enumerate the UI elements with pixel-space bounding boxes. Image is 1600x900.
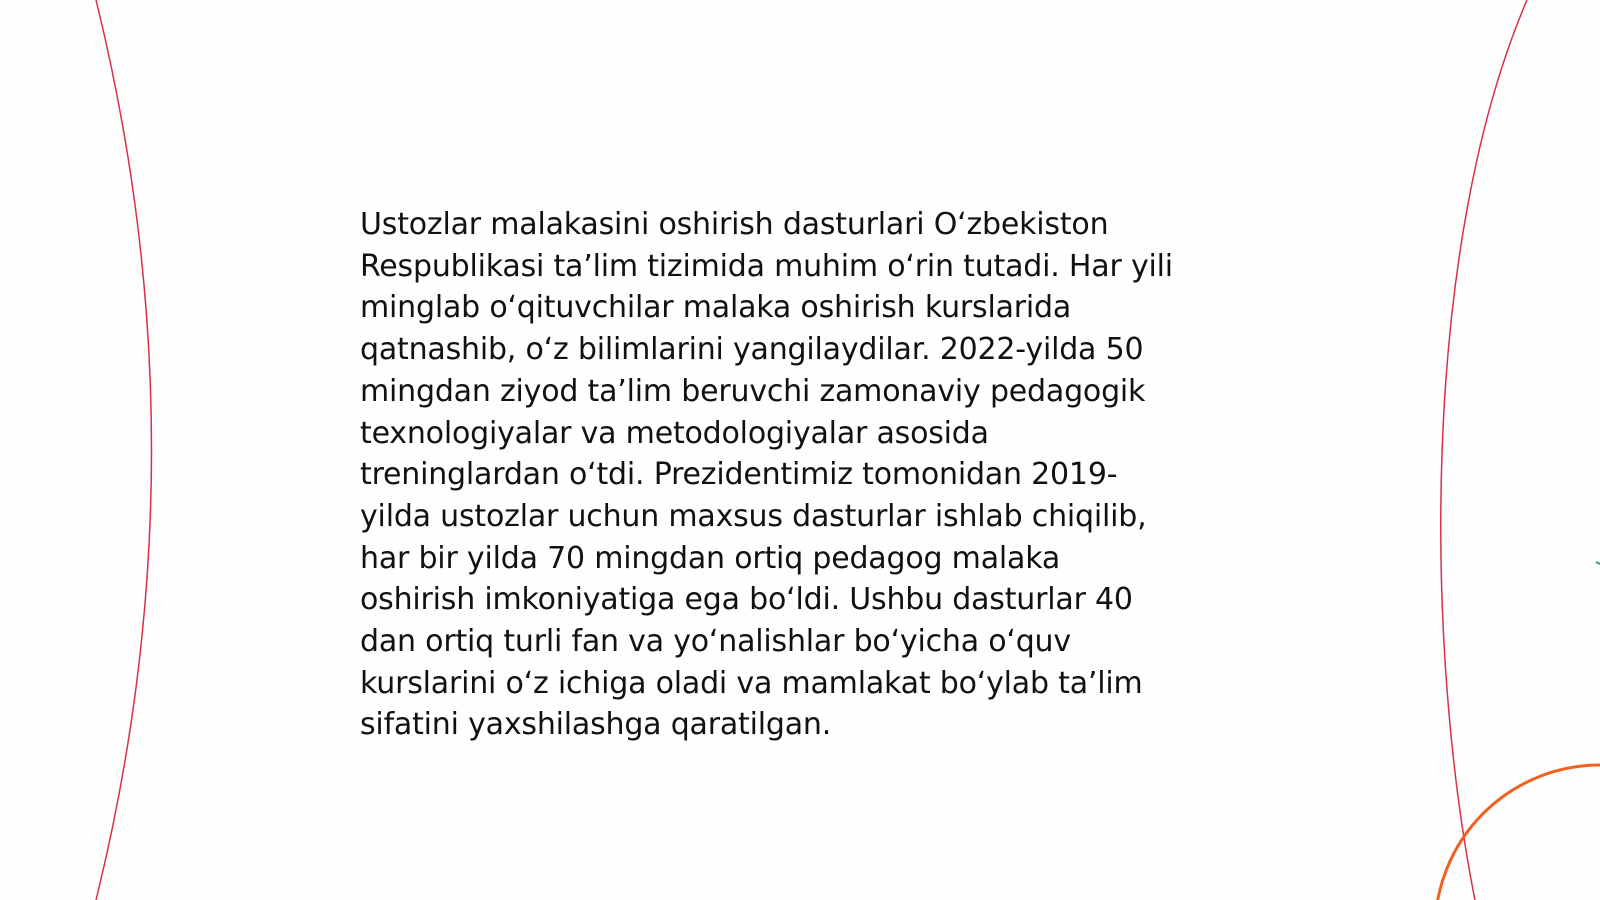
small-accent-mark: [1596, 562, 1600, 564]
body-paragraph: [360, 204, 1260, 746]
left-curve-line: [96, 0, 152, 900]
paragraph-line: treninglardan o‘tdi. Prezidentimiz tomonidan 2019-: [360, 457, 1118, 493]
paragraph-line: Ustozlar malakasini oshirish dasturlari O‘zbekiston: [360, 207, 1109, 242]
paragraph-line: qatnashib, o‘z bilimlarini yangilaydilar. 2022-yilda 50: [360, 332, 1144, 368]
paragraph-line: sifatini yaxshilashga qaratilgan.: [360, 707, 832, 743]
paragraph-line: yilda ustozlar uchun maxsus dasturlar ishlab chiqilib,: [360, 498, 1147, 534]
paragraph-line: oshirish imkoniyatiga ega bo‘ldi. Ushbu dasturlar 40: [360, 582, 1133, 618]
paragraph-line: dan ortiq turli fan va yo‘nalishlar bo‘yicha o‘quv: [360, 624, 1071, 660]
paragraph-line: kurslarini o‘z ichiga oladi va mamlakat bo‘ylab ta’lim: [360, 665, 1143, 701]
paragraph-line: Respublikasi ta’lim tizimida muhim o‘rin tutadi. Har yili: [360, 248, 1173, 284]
paragraph-line: mingdan ziyod ta’lim beruvchi zamonaviy pedagogik: [360, 373, 1146, 409]
paragraph-line: minglab o‘qituvchilar malaka oshirish kurslarida: [360, 290, 1072, 326]
paragraph-line: texnologiyalar va metodologiyalar asosida: [360, 415, 989, 451]
orange-arc: [1435, 765, 1600, 900]
paragraph-line: har bir yilda 70 mingdan ortiq pedagog malaka: [360, 540, 1061, 576]
right-curve-line: [1441, 0, 1527, 900]
